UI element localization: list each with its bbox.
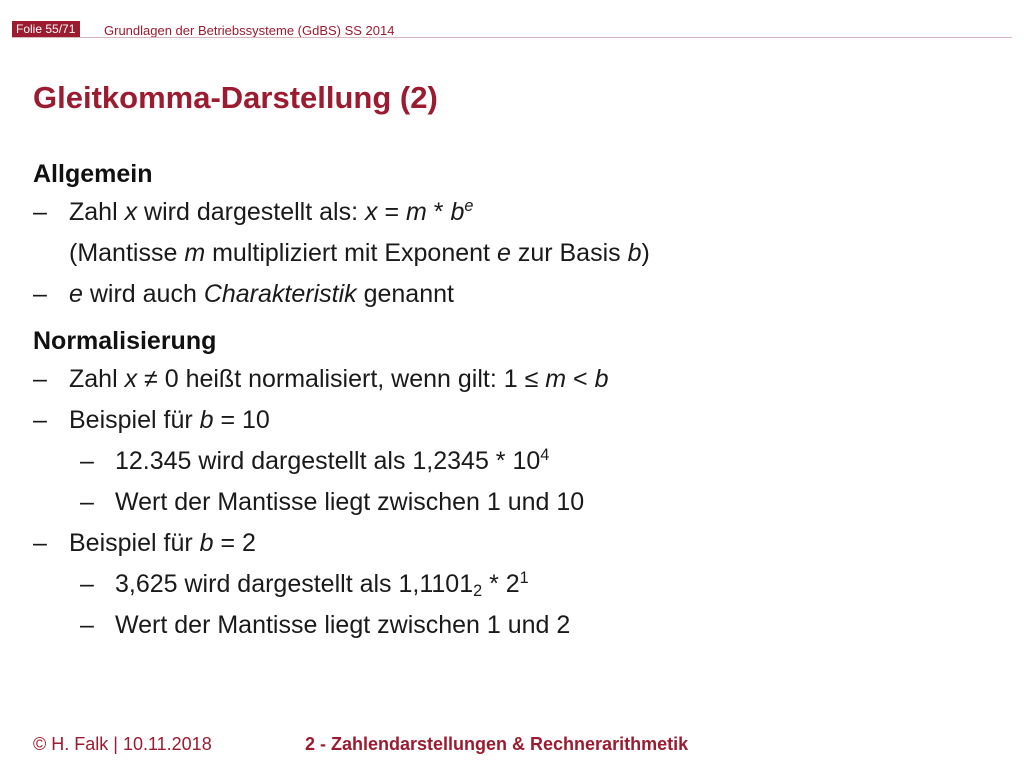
section-heading-allgemein: Allgemein [33, 160, 153, 188]
bullet-example-base-2: – Beispiel für b = 2 [33, 523, 993, 564]
sub-bullet-example-12345: – 12.345 wird dargestellt als $1,2345 * 10^4$ [33, 441, 993, 482]
bullet-dash: – [33, 365, 47, 393]
slide-number-badge: Folie 55/71 [12, 21, 80, 37]
bullet-dash: – [80, 570, 94, 598]
section-heading-normalisierung: Normalisierung [33, 327, 217, 355]
bullet-dash: – [80, 611, 94, 639]
bullet-dash: – [80, 488, 94, 516]
bullet-characteristic: – e wird auch Charakteristik genannt [33, 274, 993, 315]
bullet-dash: – [80, 447, 94, 475]
slide-content [33, 156, 993, 646]
bullet-representation-explanation: (Mantisse m multipliziert mit Exponent e zur Basis b) [69, 239, 650, 267]
bullet-dash: – [33, 406, 47, 434]
footer-chapter: 2 - Zahlendarstellungen & Rechnerarithmetik [305, 734, 689, 754]
bullet-dash: – [33, 529, 47, 557]
sub-bullet-mantissa-range-10: – Wert der Mantisse liegt zwischen 1 und 10 [33, 482, 993, 523]
bullet-dash: – [33, 280, 47, 308]
footer-author: © H. Falk | 10.11.2018 [33, 734, 212, 754]
bullet-normalized-definition: – Zahl x ≠ 0 heißt normalisiert, wenn gilt: 1 ≤ m < b [33, 359, 993, 400]
header-divider [12, 37, 1012, 38]
bullet-representation: – Zahl x wird dargestellt als: $x = m * b^e$ [33, 192, 993, 233]
section-spacer [33, 315, 993, 323]
bullet-example-base-10: – Beispiel für b = 10 [33, 400, 993, 441]
bullet-dash: – [33, 198, 47, 226]
sub-bullet-mantissa-range-2: – Wert der Mantisse liegt zwischen 1 und 2 [33, 605, 993, 646]
sub-bullet-example-3625: – 3,625 wird dargestellt als $1,1101_2 * 2^1$ [33, 564, 993, 605]
page-title: Gleitkomma-Darstellung (2) [33, 80, 438, 115]
course-title: Grundlagen der Betriebssysteme (GdBS) SS 2014 [104, 23, 395, 38]
